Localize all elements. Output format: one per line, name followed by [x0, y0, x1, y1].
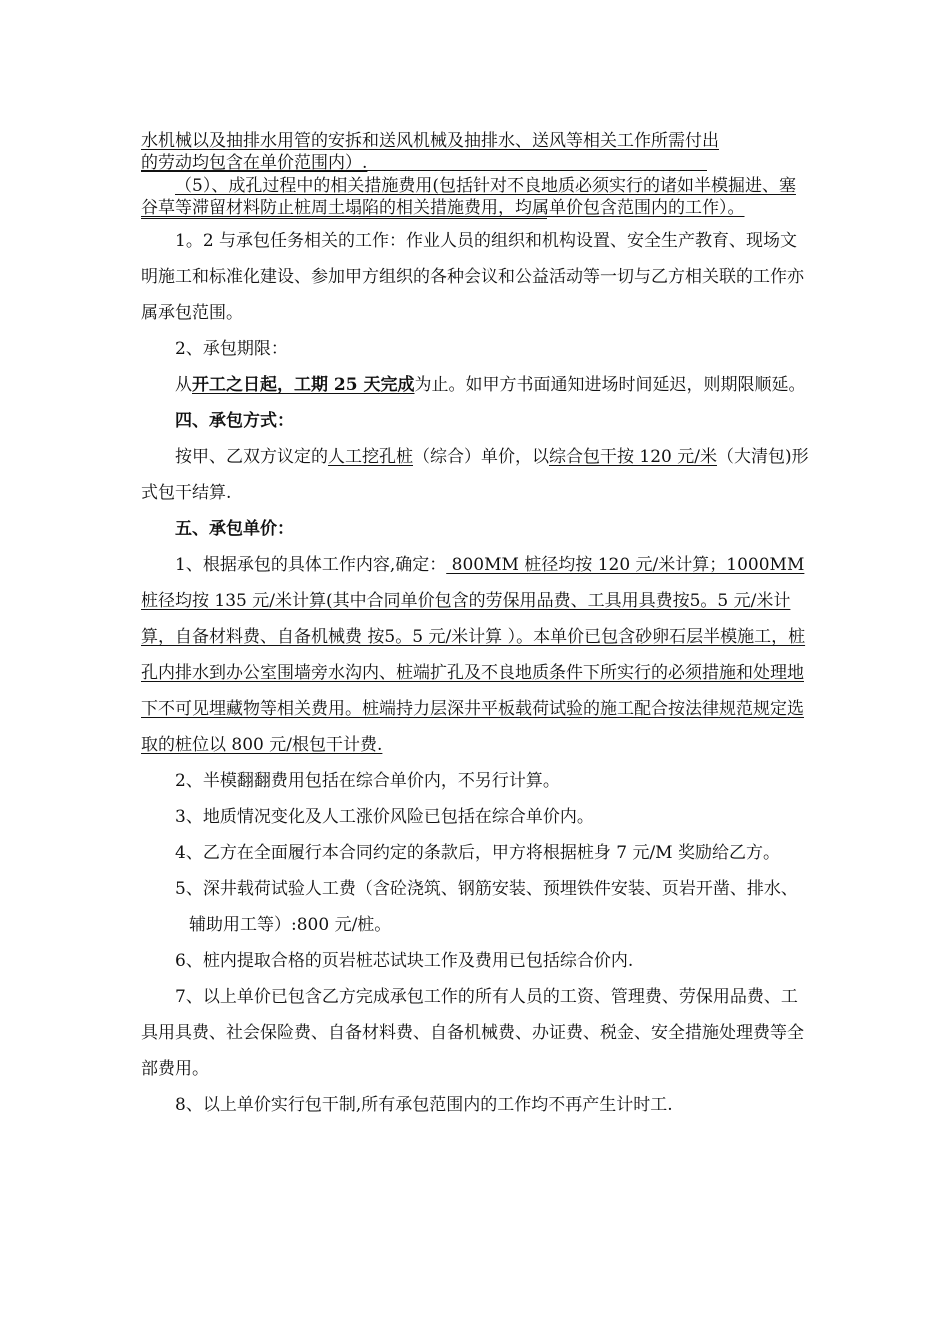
method-suffix: （大清包)形式包干结算.: [141, 447, 809, 503]
section-2-term: [141, 367, 811, 403]
continued-line-b-text: 的劳动均包含在单价范围内）.: [141, 153, 368, 173]
section-2-title: 2、承包期限：: [175, 339, 288, 359]
term-prefix: 从: [175, 375, 192, 395]
unit-price-1-prefix: 1、根据承包的具体工作内容,确定：: [175, 555, 447, 575]
unit-price-item-6: 6、桩内提取合格的页岩桩芯试块工作及费用已包括综合价内.: [175, 951, 634, 971]
unit-price-item-8: 8、以上单价实行包干制,所有承包范围内的工作均不再产生计时工.: [175, 1095, 673, 1115]
method-middle: （综合）单价，以: [413, 447, 549, 467]
continued-line-a: 水机械以及抽排水用管的安拆和送风机械及抽排水、送风等相关工作所需付出: [141, 131, 719, 151]
method-prefix: 按甲、乙双方议定的: [175, 447, 328, 467]
heading-unit-price: 五、承包单价：: [175, 519, 294, 539]
item-5-paragraph: （5）、成孔过程中的相关措施费用(包括针对不良地质必须实行的诸如半模掘进、塞谷草等滞留材料防止桩周土塌陷的相关措施费用，均属单价包含范围内的工作）。: [141, 176, 796, 218]
contract-method-paragraph: [141, 439, 811, 511]
heading-contract-method: 四、承包方式：: [175, 411, 294, 431]
unit-price-item-4: 4、乙方在全面履行本合同约定的条款后，甲方将根据桩身 7 元/M 奖励给乙方。: [175, 843, 780, 863]
unit-price-item-5: 5、深井载荷试验人工费（含砼浇筑、钢筋安装、预埋铁件安装、页岩开凿、排水、辅助用工等）:800 元/桩。: [175, 879, 798, 935]
section-1-2-paragraph: 1。2 与承包任务相关的工作：作业人员的组织和机构设置、安全生产教育、现场文明施工和标准化建设、参加甲方组织的各种会议和公益活动等一切与乙方相关联的工作亦属承包范围。: [141, 231, 804, 323]
method-rate: 综合包干按 120 元/米: [549, 447, 717, 467]
method-pile-type: 人工挖孔桩: [328, 447, 413, 467]
unit-price-1-detail: 800MM 桩径均按 120 元/米计算；1000MM 桩径均按 135 元/米计算(其中合同单价包含的劳保用品费、工具用具费按5。5 元/米计算，自备材料费、自备机械费 按5。5 元/米计算 ）。本单价已包含砂卵石层半模施工，桩孔内排水到办公室围墙旁水沟内、桩端扩孔及不良地质条件下所实行的必须措施和处理地下不可见埋藏物等相关费用。桩端持力层深井平板载荷试验的施工配合按法律规范规定选取的桩位以 800 元/根包干计费.: [141, 555, 806, 755]
unit-price-item-2: 2、半模翻翻费用包括在综合单价内，不另行计算。: [175, 771, 560, 791]
unit-price-item-3: 3、地质情况变化及人工涨价风险已包括在综合单价内。: [175, 807, 594, 827]
unit-price-item-1: [141, 547, 811, 763]
document-page: [141, 130, 811, 1123]
unit-price-item-7: 7、以上单价已包含乙方完成承包工作的所有人员的工资、管理费、劳保用品费、工具用具费、社会保险费、自备材料费、自备机械费、办证费、税金、安全措施处理费等全部费用。: [141, 987, 804, 1079]
term-suffix: 为止。如甲方书面通知进场时间延迟，则期限顺延。: [414, 375, 806, 395]
term-duration: 开工之日起，工期 25 天完成: [192, 375, 415, 395]
